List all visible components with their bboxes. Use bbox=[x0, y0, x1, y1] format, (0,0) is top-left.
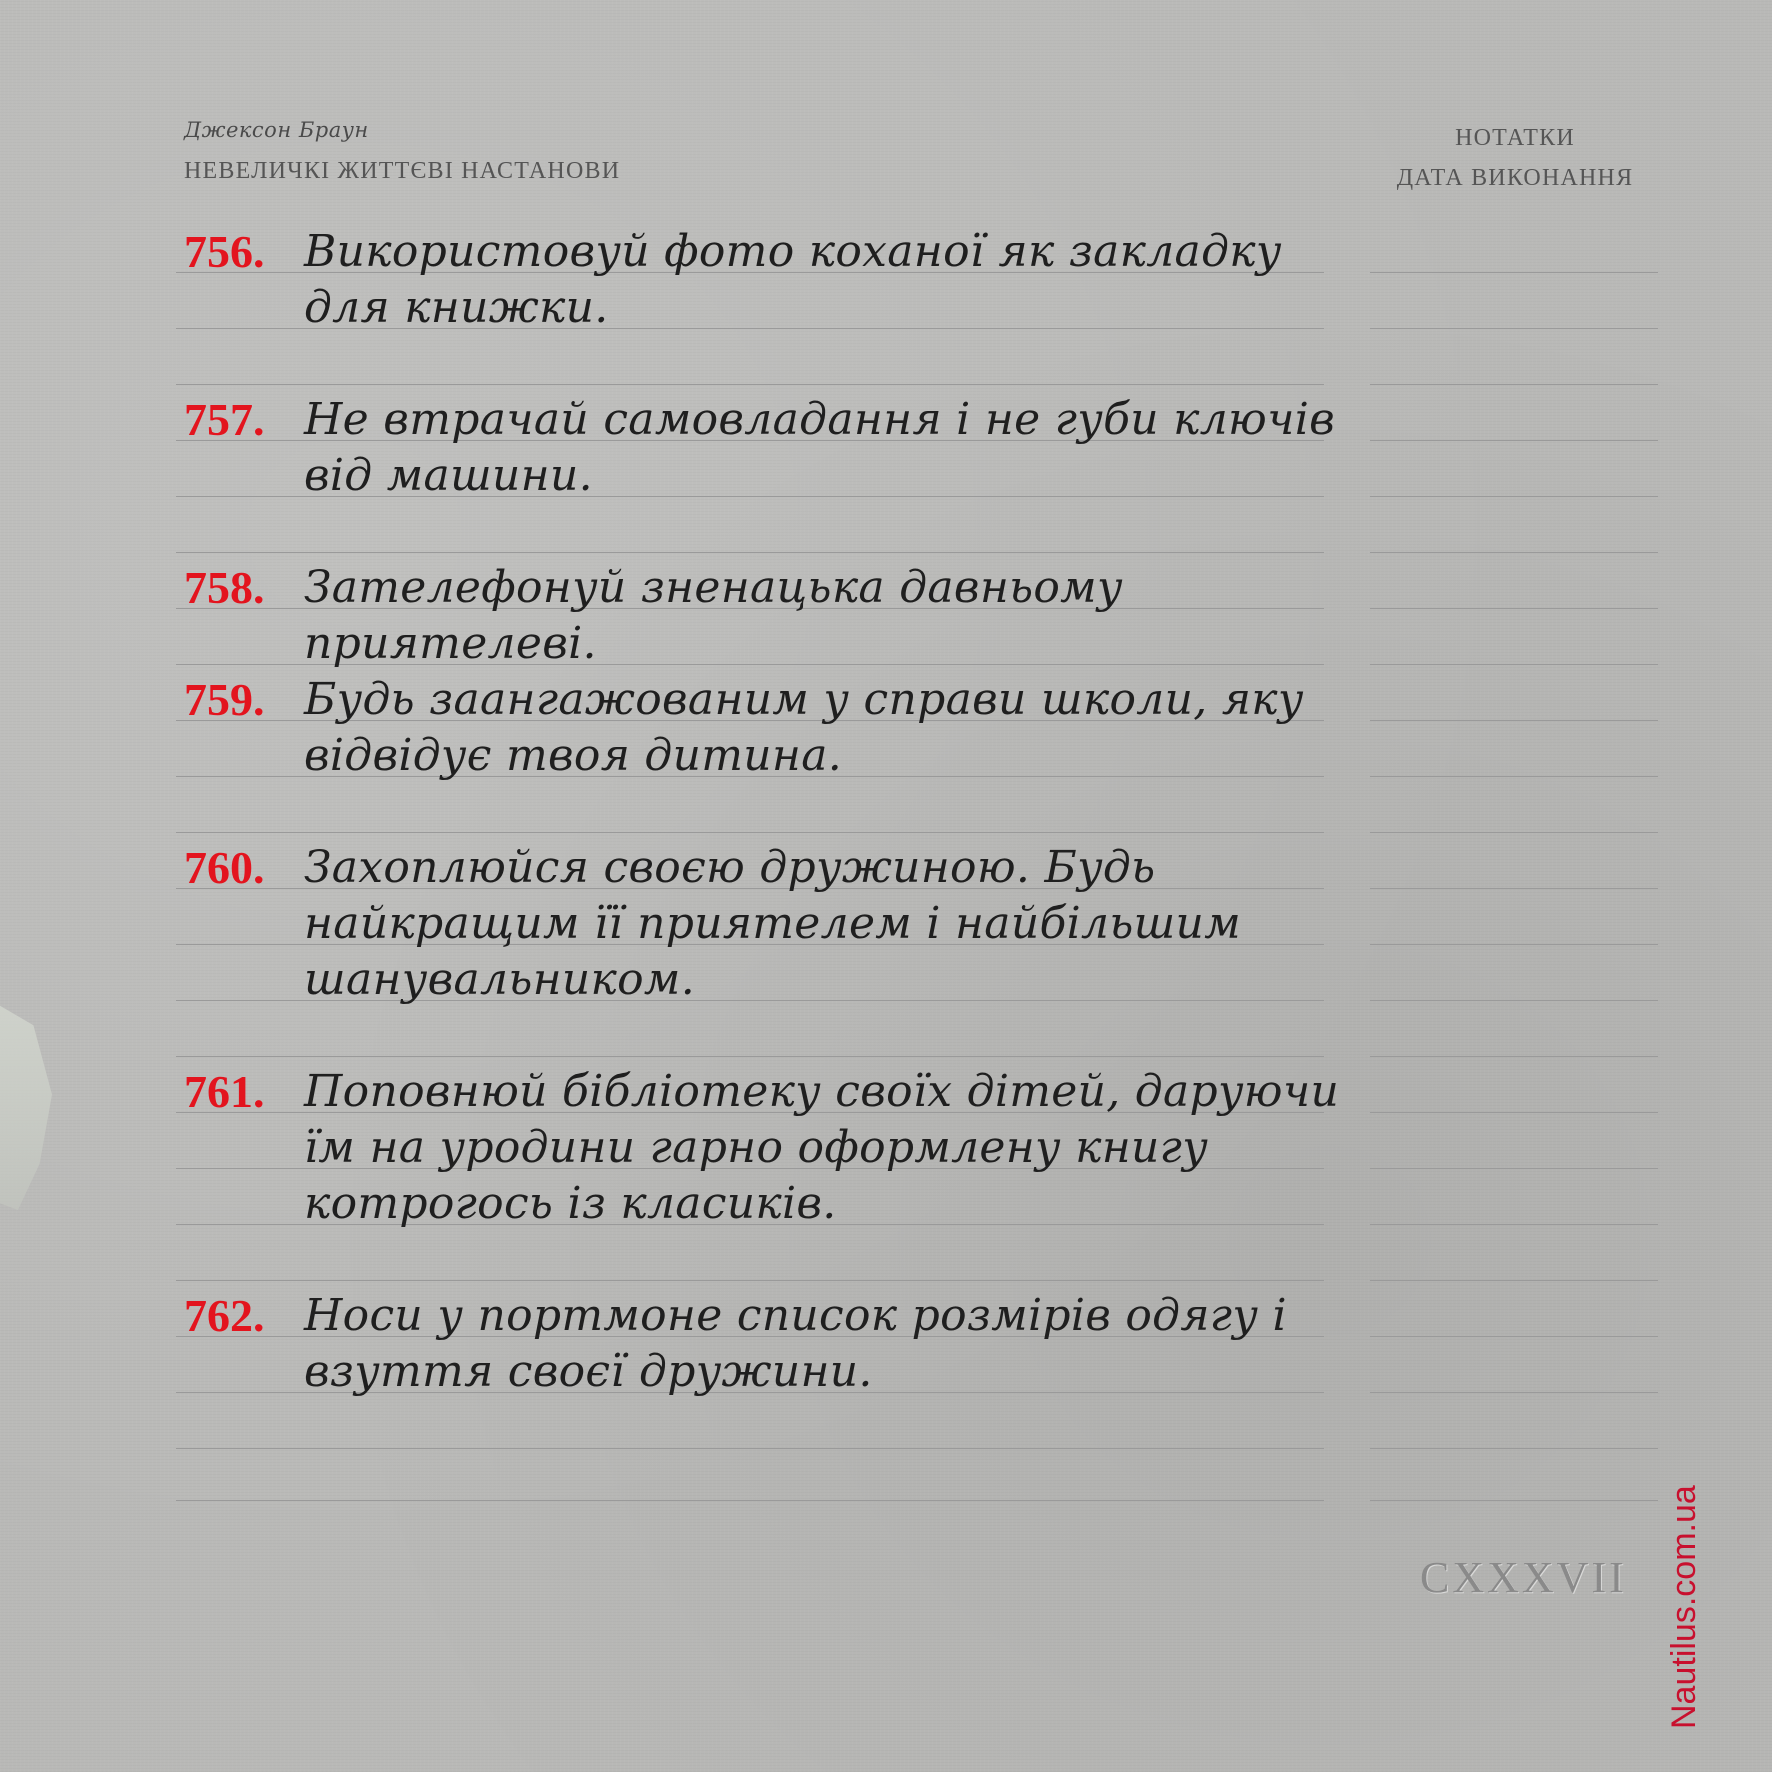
notes-label: НОТАТКИ bbox=[1455, 125, 1575, 151]
notes-ruled-line bbox=[1370, 1168, 1658, 1169]
ruled-line bbox=[176, 384, 1324, 385]
entry-text: Використовуй фото коханої як закладку для книжки. bbox=[304, 226, 1282, 333]
entry-text: Захоплюйся своєю дружиною. Будь найкращим її приятелем і найбільшим шанувальником. bbox=[304, 842, 1241, 1005]
notes-ruled-line bbox=[1370, 944, 1658, 945]
entry-text: Зателефонуй зненацька давньому приятелеві. bbox=[304, 562, 1123, 669]
entry-number: 757. bbox=[184, 394, 265, 445]
page-number: CXXXVII bbox=[1420, 1553, 1627, 1602]
ruled-line bbox=[176, 1056, 1324, 1057]
notes-ruled-line bbox=[1370, 608, 1658, 609]
entry-text: Носи у портмоне список розмірів одягу і взуття своєї дружини. bbox=[304, 1290, 1287, 1397]
notes-ruled-line bbox=[1370, 496, 1658, 497]
notes-ruled-line bbox=[1370, 1056, 1658, 1057]
notes-ruled-line bbox=[1370, 776, 1658, 777]
notes-ruled-line bbox=[1370, 1280, 1658, 1281]
entry-text: Будь заангажованим у справи школи, яку відвідує твоя дитина. bbox=[304, 674, 1304, 781]
notes-ruled-line bbox=[1370, 440, 1658, 441]
notes-ruled-line bbox=[1370, 832, 1658, 833]
notes-ruled-line bbox=[1370, 1448, 1658, 1449]
header-left bbox=[184, 118, 620, 184]
notes-ruled-line bbox=[1370, 720, 1658, 721]
entry-number: 761. bbox=[184, 1066, 265, 1117]
entry-number: 758. bbox=[184, 562, 265, 613]
notes-ruled-line bbox=[1370, 552, 1658, 553]
entry-number: 760. bbox=[184, 842, 265, 893]
notes-ruled-line bbox=[1370, 1000, 1658, 1001]
ruled-line bbox=[176, 552, 1324, 553]
entry-text: Не втрачай самовладання і не губи ключів від машини. bbox=[304, 394, 1336, 501]
notes-ruled-line bbox=[1370, 272, 1658, 273]
date-label: ДАТА ВИКОНАННЯ bbox=[1396, 165, 1634, 191]
paper-scrap-decoration bbox=[0, 1000, 52, 1210]
entry-text: Поповнюй бібліотеку своїх дітей, даруючи їм на уродини гарно оформлену книгу котрогось із класиків. bbox=[304, 1066, 1340, 1229]
ruled-line bbox=[176, 1280, 1324, 1281]
publisher-credit: Nautilus.com.ua bbox=[1665, 1485, 1703, 1729]
ruled-line bbox=[176, 1448, 1324, 1449]
entry-number: 762. bbox=[184, 1290, 265, 1341]
notes-ruled-line bbox=[1370, 384, 1658, 385]
notes-ruled-line bbox=[1370, 1392, 1658, 1393]
ruled-line bbox=[176, 832, 1324, 833]
notes-ruled-line bbox=[1370, 1500, 1658, 1501]
notes-ruled-line bbox=[1370, 888, 1658, 889]
book-title: НЕВЕЛИЧКІ ЖИТТЄВІ НАСТАНОВИ bbox=[184, 158, 621, 184]
ruled-line bbox=[176, 1500, 1324, 1501]
notes-ruled-line bbox=[1370, 664, 1658, 665]
notes-ruled-line bbox=[1370, 1336, 1658, 1337]
author-name: Джексон Браун bbox=[184, 118, 369, 142]
notes-ruled-line bbox=[1370, 328, 1658, 329]
entry-number: 759. bbox=[184, 674, 265, 725]
entry-number: 756. bbox=[184, 226, 265, 277]
notes-ruled-line bbox=[1370, 1112, 1658, 1113]
header-right bbox=[1360, 118, 1670, 198]
notes-ruled-line bbox=[1370, 1224, 1658, 1225]
